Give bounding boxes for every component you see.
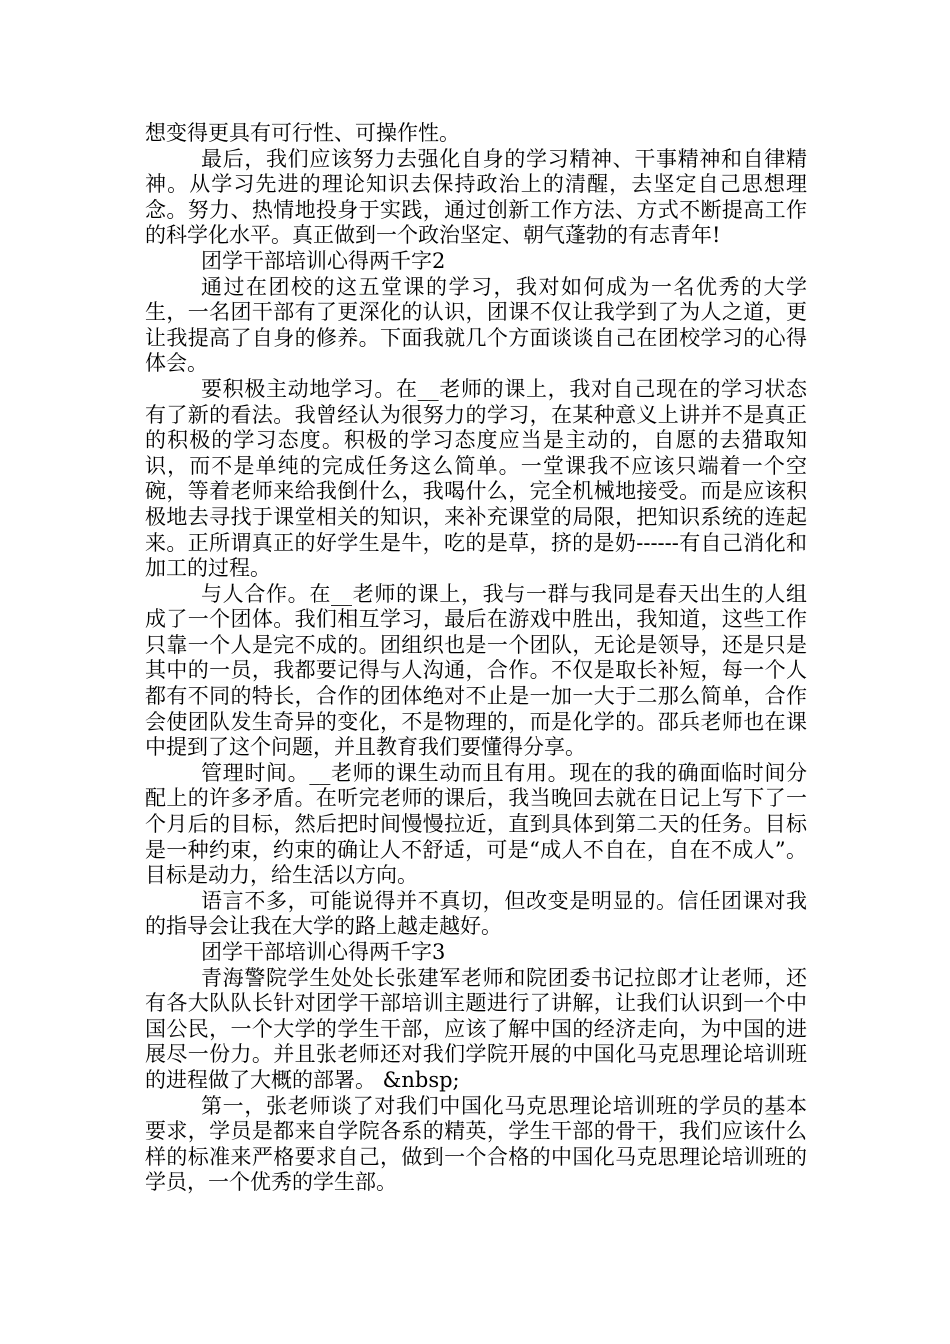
paragraph-continuation: 想变得更具有可行性、可操作性。 (145, 121, 460, 145)
paragraph-first-point: 第一，张老师谈了对我们中国化马克思理论培训班的学员的基本要求，学员是都来自学院各系的精英，学生干部的骨干，我们应该什么样的标准来严格要求自己，做到一个合格的中国化马克思理论培训班的学员，一个优秀的学生部。 (145, 1093, 807, 1195)
paragraph-active-learning: 要积极主动地学习。在__老师的课上，我对自己现在的学习状态有了新的看法。我曾经认为很努力的学习，在某种意义上讲并不是真正的积极的学习态度。积极的学习态度应当是主动的，自愿的去猎取知识，而不是单纯的完成任务这么简单。一堂课我不应该只端着一个空碗，等着老师来给我倒什么，我喝什么，完全机械地接受。而是应该积极地去寻找于课堂相关的知识，来补充课堂的局限，把知识系统的连起来。正所谓真正的好学生是牛，吃的是草，挤的是奶------有自己消化和加工的过程。 (145, 376, 807, 581)
paragraph-conclusion: 最后，我们应该努力去强化自身的学习精神、干事精神和自律精神。从学习先进的理论知识去保持政治上的清醒，去坚定自己思想理念。努力、热情地投身于实践，通过创新工作方法、方式不断提高工作的科学化水平。真正做到一个政治坚定、朝气蓬勃的有志青年! (145, 146, 807, 248)
paragraph-time-management: 管理时间。__老师的课生动而且有用。现在的我的确面临时间分配上的许多矛盾。在听完老师的课后，我当晚回去就在日记上写下了一个月后的目标，然后把时间慢慢拉近，直到具体到第二天的任务。目标是一种约束，约束的确让人不舒适，可是“成人不自在，自在不成人”。目标是动力，给生活以方向。 (145, 760, 807, 888)
section-heading-3: 团学干部培训心得两千字3 (201, 940, 446, 964)
paragraph-closing-2: 语言不多，可能说得并不真切，但改变是明显的。信任团课对我的指导会让我在大学的路上越走越好。 (145, 888, 807, 939)
paragraph-intro-3: 青海警院学生处处长张建军老师和院团委书记拉郎才让老师，还有各大队队长针对团学干部培训主题进行了讲解，让我们认识到一个中国公民，一个大学的学生干部，应该了解中国的经济走向，为中国的进展尽一份力。并且张老师还对我们学院开展的中国化马克思理论培训班的进程做了大概的部署。 &nbsp; (145, 965, 807, 1092)
document-page (145, 121, 807, 1196)
paragraph-cooperation: 与人合作。在__老师的课上，我与一群与我同是春天出生的人组成了一个团体。我们相互学习，最后在游戏中胜出，我知道，这些工作只靠一个人是完不成的。团组织也是一个团队，无论是领导，还是只是其中的一员，我都要记得与人沟通，合作。不仅是取长补短，每一个人都有不同的特长，合作的团体绝对不止是一加一大于二那么简单，合作会使团队发生奇异的变化，不是物理的，而是化学的。邵兵老师也在课中提到了这个问题，并且教育我们要懂得分享。 (145, 581, 807, 760)
paragraph-intro-2: 通过在团校的这五堂课的学习，我对如何成为一名优秀的大学生，一名团干部有了更深化的认识，团课不仅让我学到了为人之道，更让我提高了自身的修养。下面我就几个方面谈谈自己在团校学习的心得体会。 (145, 274, 807, 376)
section-heading-2: 团学干部培训心得两千字2 (201, 248, 446, 273)
